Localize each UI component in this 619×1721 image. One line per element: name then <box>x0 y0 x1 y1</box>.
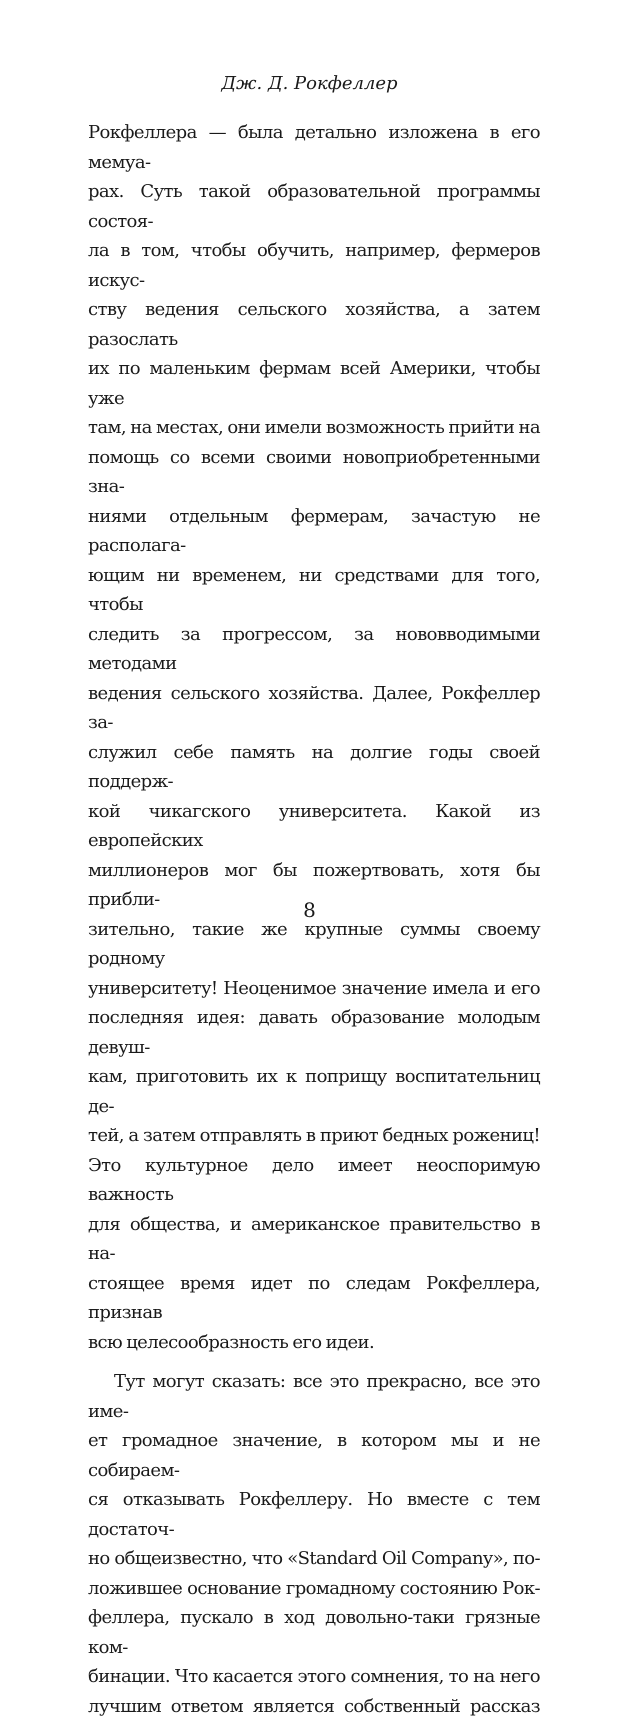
text-line: феллера, пускало в ход довольно-таки грязные ком- <box>88 1603 540 1662</box>
text-line: ющим ни временем, ни средствами для того, чтобы <box>88 561 540 620</box>
text-line: рах. Суть такой образовательной программы состоя- <box>88 177 540 236</box>
paragraph-1 <box>88 118 540 1357</box>
text-line: их по маленьким фермам всей Америки, чтобы уже <box>88 354 540 413</box>
text-line: университету! Неоценимое значение имела и его <box>88 974 540 1004</box>
running-header: Дж. Д. Рокфеллер <box>0 72 619 96</box>
text-line: служил себе память на долгие годы своей поддерж- <box>88 738 540 797</box>
text-line: Тут могут сказать: все это прекрасно, все это име- <box>88 1367 540 1426</box>
text-line: там, на местах, они имели возможность прийти на <box>88 413 540 443</box>
text-line: бинации. Что касается этого сомнения, то на него <box>88 1662 540 1692</box>
text-line: ведения сельского хозяйства. Далее, Рокфеллер за- <box>88 679 540 738</box>
text-line: Это культурное дело имеет неоспоримую важность <box>88 1151 540 1210</box>
page-number: 8 <box>0 897 619 923</box>
text-line: ет громадное значение, в котором мы и не собираем- <box>88 1426 540 1485</box>
text-line: помощь со всеми своими новоприобретенными зна- <box>88 443 540 502</box>
text-line: ся отказывать Рокфеллеру. Но вместе с тем достаточ- <box>88 1485 540 1544</box>
paragraph-2 <box>88 1367 540 1721</box>
text-line: последняя идея: давать образование молодым девуш- <box>88 1003 540 1062</box>
text-line: ла в том, чтобы обучить, например, фермеров искус- <box>88 236 540 295</box>
text-line: кам, приготовить их к поприщу воспитательниц де- <box>88 1062 540 1121</box>
text-line: лучшим ответом является собственный рассказ <box>88 1692 540 1721</box>
text-line: тей, а затем отправлять в приют бедных рожениц! <box>88 1121 540 1151</box>
text-line: зительно, такие же крупные суммы своему родному <box>88 915 540 974</box>
text-line: миллионеров мог бы пожертвовать, хотя бы прибли- <box>88 856 540 915</box>
text-line: ложившее основание громадному состоянию Рок- <box>88 1574 540 1604</box>
text-line: стоящее время идет по следам Рокфеллера, признав <box>88 1269 540 1328</box>
paragraph-gap <box>88 1357 540 1367</box>
text-line: но общеизвестно, что «Standard Oil Company», по- <box>88 1544 540 1574</box>
text-line: следить за прогрессом, за нововводимыми методами <box>88 620 540 679</box>
text-line: ству ведения сельского хозяйства, а затем разослать <box>88 295 540 354</box>
text-line: ниями отдельным фермерам, зачастую не располага- <box>88 502 540 561</box>
text-line: для общества, и американское правительство в на- <box>88 1210 540 1269</box>
text-line: кой чикагского университета. Какой из европейских <box>88 797 540 856</box>
text-line: всю целесообразность его идеи. <box>88 1328 540 1358</box>
text-line: Рокфеллера — была детально изложена в его мемуа- <box>88 118 540 177</box>
